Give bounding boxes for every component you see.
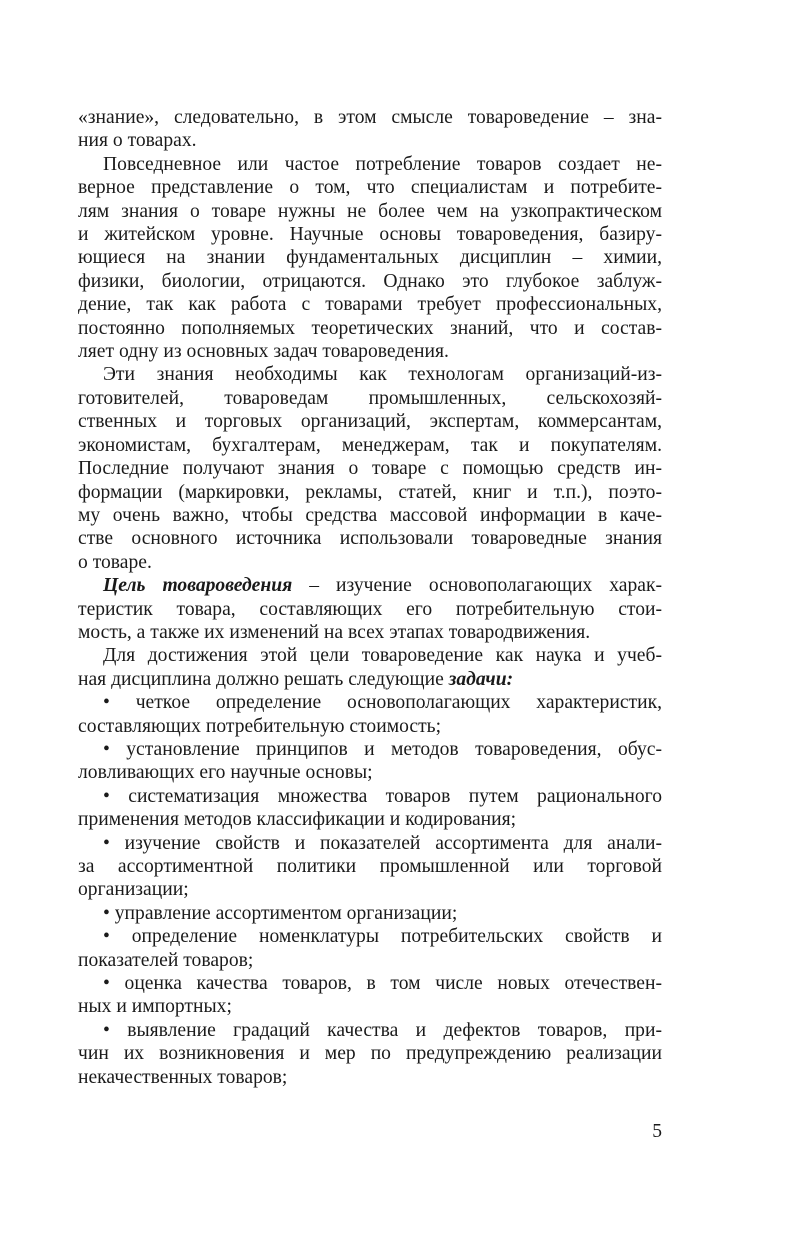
line-text: ющиеся на знании фундаментальных дисциплин – химии, (78, 247, 662, 269)
line-text: • определение номенклатуры потребительских свойств и (103, 926, 662, 948)
text-line (78, 551, 662, 574)
text-line (78, 504, 662, 527)
line-text: некачественных товаров; (78, 1066, 288, 1088)
line-text: показателей товаров; (78, 949, 254, 971)
line-text: верное представление о том, что специалистам и потребите- (78, 177, 662, 199)
text-line (78, 855, 662, 878)
line-text: чин их возникновения и мер по предупреждению реализации (78, 1043, 662, 1065)
text-line (78, 410, 662, 433)
line-text: ная дисциплина должно решать следующие (78, 668, 449, 690)
line-text: экономистам, бухгалтерам, менеджерам, так и покупателям. (78, 434, 662, 456)
page-number: 5 (652, 1121, 662, 1142)
text-line (78, 761, 662, 784)
text-line (78, 644, 662, 667)
text-line (78, 481, 662, 504)
line-text: о товаре. (78, 551, 152, 573)
text-line (78, 995, 662, 1018)
line-text: мость, а также их изменений на всех этапах товародвижения. (78, 621, 591, 643)
line-text: ляет одну из основных задач товароведения. (78, 341, 449, 363)
emphasis-term: Цель товароведения (103, 575, 293, 597)
text-line (78, 598, 662, 621)
text-line (78, 715, 662, 738)
text-line (78, 270, 662, 293)
text-line (78, 878, 662, 901)
text-line (78, 176, 662, 199)
text-line (78, 200, 662, 223)
text-line (78, 223, 662, 246)
line-text: Для достижения этой цели товароведение как наука и учеб- (103, 645, 662, 667)
text-line (78, 902, 662, 925)
text-line (78, 527, 662, 550)
line-text: формации (маркировки, рекламы, статей, книг и т.п.), поэто- (78, 481, 662, 503)
line-text: • оценка качества товаров, в том числе новых отечествен- (103, 973, 662, 995)
line-text: • управление ассортиментом организации; (103, 902, 458, 924)
line-text: применения методов классификации и кодирования; (78, 809, 517, 831)
text-line (78, 317, 662, 340)
line-text: организации; (78, 879, 189, 901)
text-line (78, 129, 662, 152)
line-text: • четкое определение основополагающих характеристик, (103, 692, 662, 714)
text-line (78, 808, 662, 831)
line-text: теристик товара, составляющих его потребительную стои- (78, 598, 662, 620)
line-text: стве основного источника использовали товароведные знания (78, 528, 662, 550)
line-text: Эти знания необходимы как технологам организаций-из- (103, 364, 662, 386)
line-text: за ассортиментной политики промышленной или торговой (78, 856, 662, 877)
line-text: му очень важно, чтобы средства массовой информации в каче- (78, 504, 662, 526)
line-text: – изучение основополагающих харак- (292, 575, 662, 597)
line-text: ных и импортных; (78, 996, 232, 1018)
line-text: Последние получают знания о товаре с помощью средств ин- (78, 458, 662, 480)
text-line (78, 340, 662, 363)
line-text: • изучение свойств и показателей ассортимента для анали- (103, 832, 662, 854)
line-text: • выявление градаций качества и дефектов товаров, при- (103, 1019, 662, 1041)
text-line (78, 925, 662, 948)
line-text: • систематизация множества товаров путем рационального (103, 785, 662, 807)
text-line (78, 621, 662, 644)
line-text: Повседневное или частое потребление товаров создает не- (103, 153, 662, 175)
text-line (78, 434, 662, 457)
text-line (78, 691, 662, 714)
line-text: ственных и торговых организаций, экспертам, коммерсантам, (78, 411, 662, 433)
line-text: • установление принципов и методов товароведения, обус- (103, 738, 662, 760)
text-line (78, 293, 662, 316)
line-text: «знание», следовательно, в этом смысле товароведение – зна- (78, 107, 662, 128)
text-line (78, 246, 662, 269)
text-line (78, 363, 662, 386)
text-line (78, 1042, 662, 1065)
line-text: готовителей, товароведам промышленных, сельскохозяй- (78, 387, 662, 409)
line-text: физики, биологии, отрицаются. Однако это глубокое заблуж- (78, 270, 662, 292)
emphasis-term: задачи: (448, 668, 514, 690)
text-line (78, 785, 662, 808)
text-line (78, 1019, 662, 1042)
line-text: ния о товарах. (78, 130, 197, 152)
text-line (78, 574, 662, 597)
line-text: постоянно пополняемых теоретических знаний, что и состав- (78, 317, 662, 339)
line-text: и житейском уровне. Научные основы товароведения, базиру- (78, 224, 662, 246)
text-line (78, 949, 662, 972)
text-line (78, 972, 662, 995)
text-line (78, 153, 662, 176)
body-text (78, 106, 662, 1089)
line-text: лям знания о товаре нужны не более чем на узкопрактическом (78, 200, 662, 222)
text-line (78, 668, 662, 691)
text-line (78, 738, 662, 761)
text-line (78, 832, 662, 855)
text-line (78, 1066, 662, 1089)
text-line (78, 457, 662, 480)
text-line (78, 106, 662, 129)
text-line (78, 387, 662, 410)
line-text: дение, так как работа с товарами требует профессиональных, (78, 294, 662, 316)
line-text: составляющих потребительную стоимость; (78, 715, 442, 737)
line-text: ловливающих его научные основы; (78, 762, 373, 784)
